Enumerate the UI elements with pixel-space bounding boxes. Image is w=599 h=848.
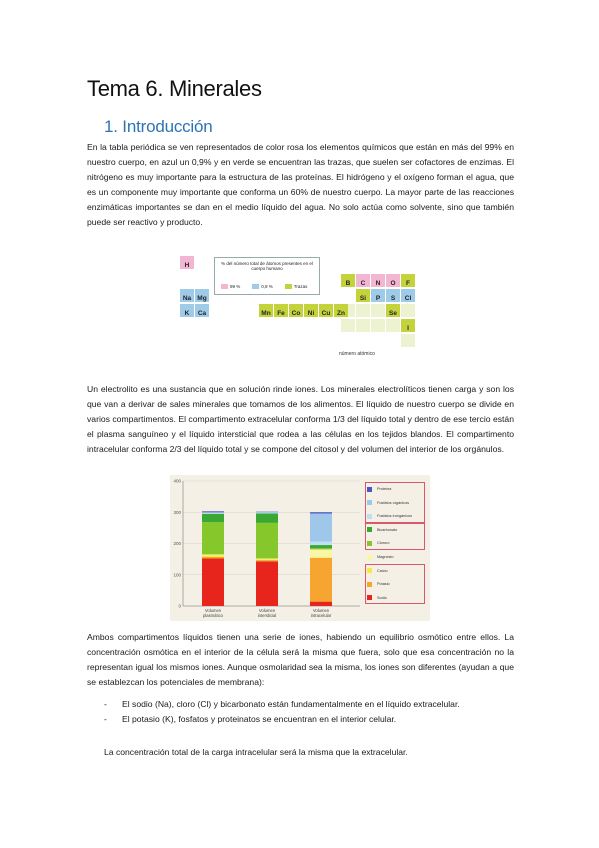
bar-segment bbox=[256, 523, 278, 559]
legend-entry bbox=[367, 552, 423, 562]
x-tick-label: intracelular bbox=[310, 613, 332, 618]
electrolyte-chart bbox=[170, 475, 430, 621]
chart-plot bbox=[170, 475, 365, 621]
periodic-empty-cell bbox=[341, 319, 355, 332]
element-cell-cl: Cl bbox=[401, 289, 415, 302]
bar-segment bbox=[202, 513, 224, 514]
section-heading: 1. Introducción bbox=[104, 117, 213, 136]
element-cell-f: F bbox=[401, 274, 415, 287]
element-cell-k: K bbox=[180, 304, 194, 317]
legend-label: Potasio bbox=[377, 582, 390, 587]
bar-segment bbox=[310, 548, 332, 549]
legend-group-frame bbox=[365, 523, 425, 550]
legend-item-99: 99 % bbox=[221, 284, 240, 289]
legend-label: Magnesio bbox=[377, 555, 394, 559]
y-tick-label: 0 bbox=[178, 603, 181, 609]
y-tick-label: 400 bbox=[173, 478, 181, 484]
intro-paragraph: En la tabla periódica se ven representados de color rosa los elementos químicos que están en más del 99% en nuestro cuerpo, en azul un 0,9% y en verde se encuentran las trazas, que suelen ser cofactores de enzimas. El nitrógeno es muy importante para la estructura de las proteínas. El hidrógeno y el oxígeno forman el agua, que es un componente muy importante que conforma un 60% de nuestro cuerpo. La mayor parte de las reacciones enzimáticas importantes se dan en el medio líquido del agua. No solo actúa como solvente, sino que también puede ser reactivo y producto. bbox=[87, 142, 514, 227]
element-cell-si: Si bbox=[356, 289, 370, 302]
bar-segment bbox=[202, 557, 224, 559]
bar-segment bbox=[310, 514, 332, 542]
list-item: - El potasio (K), fosfatos y proteinatos se encuentran en el interior celular. bbox=[104, 714, 397, 724]
x-tick-label: Volumen bbox=[312, 608, 330, 613]
element-cell-mg: Mg bbox=[195, 289, 209, 302]
periodic-empty-cell bbox=[371, 304, 385, 317]
element-cell-cu: Cu bbox=[319, 304, 333, 317]
bar-segment bbox=[310, 545, 332, 548]
element-cell-b: B bbox=[341, 274, 355, 287]
bar-segment bbox=[256, 559, 278, 560]
legend-group-frame bbox=[365, 564, 425, 605]
periodic-table-figure bbox=[176, 250, 424, 362]
bar-segment bbox=[256, 514, 278, 523]
element-cell-s: S bbox=[386, 289, 400, 302]
legend-item-09: 0,9 % bbox=[252, 284, 273, 289]
legend-swatch bbox=[367, 555, 372, 560]
bar-segment bbox=[202, 522, 224, 554]
element-cell-fe: Fe bbox=[274, 304, 288, 317]
element-cell-i: I bbox=[401, 319, 415, 332]
bar-segment bbox=[310, 557, 332, 558]
periodic-empty-cell bbox=[401, 334, 415, 347]
closing-sentence: La concentración total de la carga intracelular será la misma que la extracelular. bbox=[104, 747, 408, 757]
periodic-caption: número atómico bbox=[339, 351, 375, 357]
element-cell-zn: Zn bbox=[334, 304, 348, 317]
bar-segment bbox=[202, 511, 224, 512]
bar-segment bbox=[202, 554, 224, 555]
osmotic-paragraph: Ambos compartimentos líquidos tienen una serie de iones, habiendo un equilibrio osmótico entre ellos. La concentración osmótica en el interior de la célula será la misma que fuera, solo que esa concentración no la representan igual los mismos iones. Aunque osmolaridad sea la misma, los iones son diferentes (ayudan a que se establezcan los potenciales de membrana): bbox=[87, 632, 514, 687]
list-item: - El sodio (Na), cloro (Cl) y bicarbonato están fundamentalmente en el líquido extracelular. bbox=[104, 699, 460, 709]
bar-segment bbox=[256, 561, 278, 606]
element-cell-ca: Ca bbox=[195, 304, 209, 317]
page-title: Tema 6. Minerales bbox=[87, 76, 262, 101]
bar-segment bbox=[202, 559, 224, 607]
legend-label: Fosfatos orgánicos bbox=[377, 500, 410, 505]
legend-label: Bicarbonato bbox=[377, 527, 398, 532]
bar-segment bbox=[310, 512, 332, 513]
bar-segment bbox=[310, 549, 332, 557]
ion-list bbox=[104, 697, 514, 727]
element-cell-ni: Ni bbox=[304, 304, 318, 317]
x-tick-label: plasmático bbox=[202, 613, 224, 618]
x-tick-label: Volumen bbox=[204, 608, 222, 613]
x-tick-label: intersticial bbox=[257, 613, 277, 618]
bar-segment bbox=[256, 559, 278, 560]
y-tick-label: 300 bbox=[173, 509, 181, 515]
bar-segment bbox=[202, 514, 224, 522]
legend-label: Calcio bbox=[377, 568, 388, 573]
periodic-empty-cell bbox=[386, 319, 400, 332]
legend-item-trazas: Trazas bbox=[285, 284, 308, 289]
legend-group-frame bbox=[365, 482, 425, 523]
bar-segment bbox=[256, 560, 278, 561]
element-cell-h: H bbox=[180, 256, 194, 269]
y-tick-label: 200 bbox=[173, 541, 181, 546]
bar-segment bbox=[310, 558, 332, 602]
legend-label: Sodio bbox=[377, 595, 387, 600]
bar-segment bbox=[310, 602, 332, 606]
bar-segment bbox=[256, 512, 278, 513]
periodic-empty-cell bbox=[371, 319, 385, 332]
element-cell-co: Co bbox=[289, 304, 303, 317]
periodic-legend-title: % del número total de átomos presentes en el cuerpo humano bbox=[221, 261, 313, 271]
y-tick-label: 100 bbox=[173, 572, 181, 578]
bar-segment bbox=[256, 513, 278, 514]
element-cell-p: P bbox=[371, 289, 385, 302]
element-cell-se: Se bbox=[386, 304, 400, 317]
element-cell-mn: Mn bbox=[259, 304, 273, 317]
periodic-empty-cell bbox=[356, 304, 370, 317]
legend-label: Fosfatos inorgánicos bbox=[377, 514, 413, 519]
element-cell-n: N bbox=[371, 274, 385, 287]
periodic-empty-cell bbox=[356, 319, 370, 332]
bar-segment bbox=[202, 555, 224, 557]
legend-label: Cloruro bbox=[377, 541, 390, 546]
bar-segment bbox=[310, 542, 332, 545]
element-cell-c: C bbox=[356, 274, 370, 287]
element-cell-na: Na bbox=[180, 289, 194, 302]
periodic-empty-cell bbox=[401, 304, 415, 317]
electrolyte-paragraph: Un electrolito es una sustancia que en solución rinde iones. Los minerales electrolíticos tienen carga y son los que van a derivar de sales minerales que tomamos de los alimentos. El líquido de nuestro cuerpo se divide en varios compartimentos. El compartimento extracelular conforma 1/3 del líquido total y dentro de ese tercio están el plasma sanguíneo y el líquido intersticial que rodea a las células en los tejidos blandos. El compartimento intracelular conforma 2/3 del líquido total y se compone del citosol y del volumen del interior de los orgánulos. bbox=[87, 384, 514, 454]
legend-label: Proteína bbox=[377, 487, 392, 491]
bar-segment bbox=[202, 512, 224, 513]
chart-legend bbox=[365, 482, 427, 608]
periodic-legend bbox=[214, 257, 320, 295]
x-tick-label: Volumen bbox=[258, 608, 276, 613]
element-cell-o: O bbox=[386, 274, 400, 287]
